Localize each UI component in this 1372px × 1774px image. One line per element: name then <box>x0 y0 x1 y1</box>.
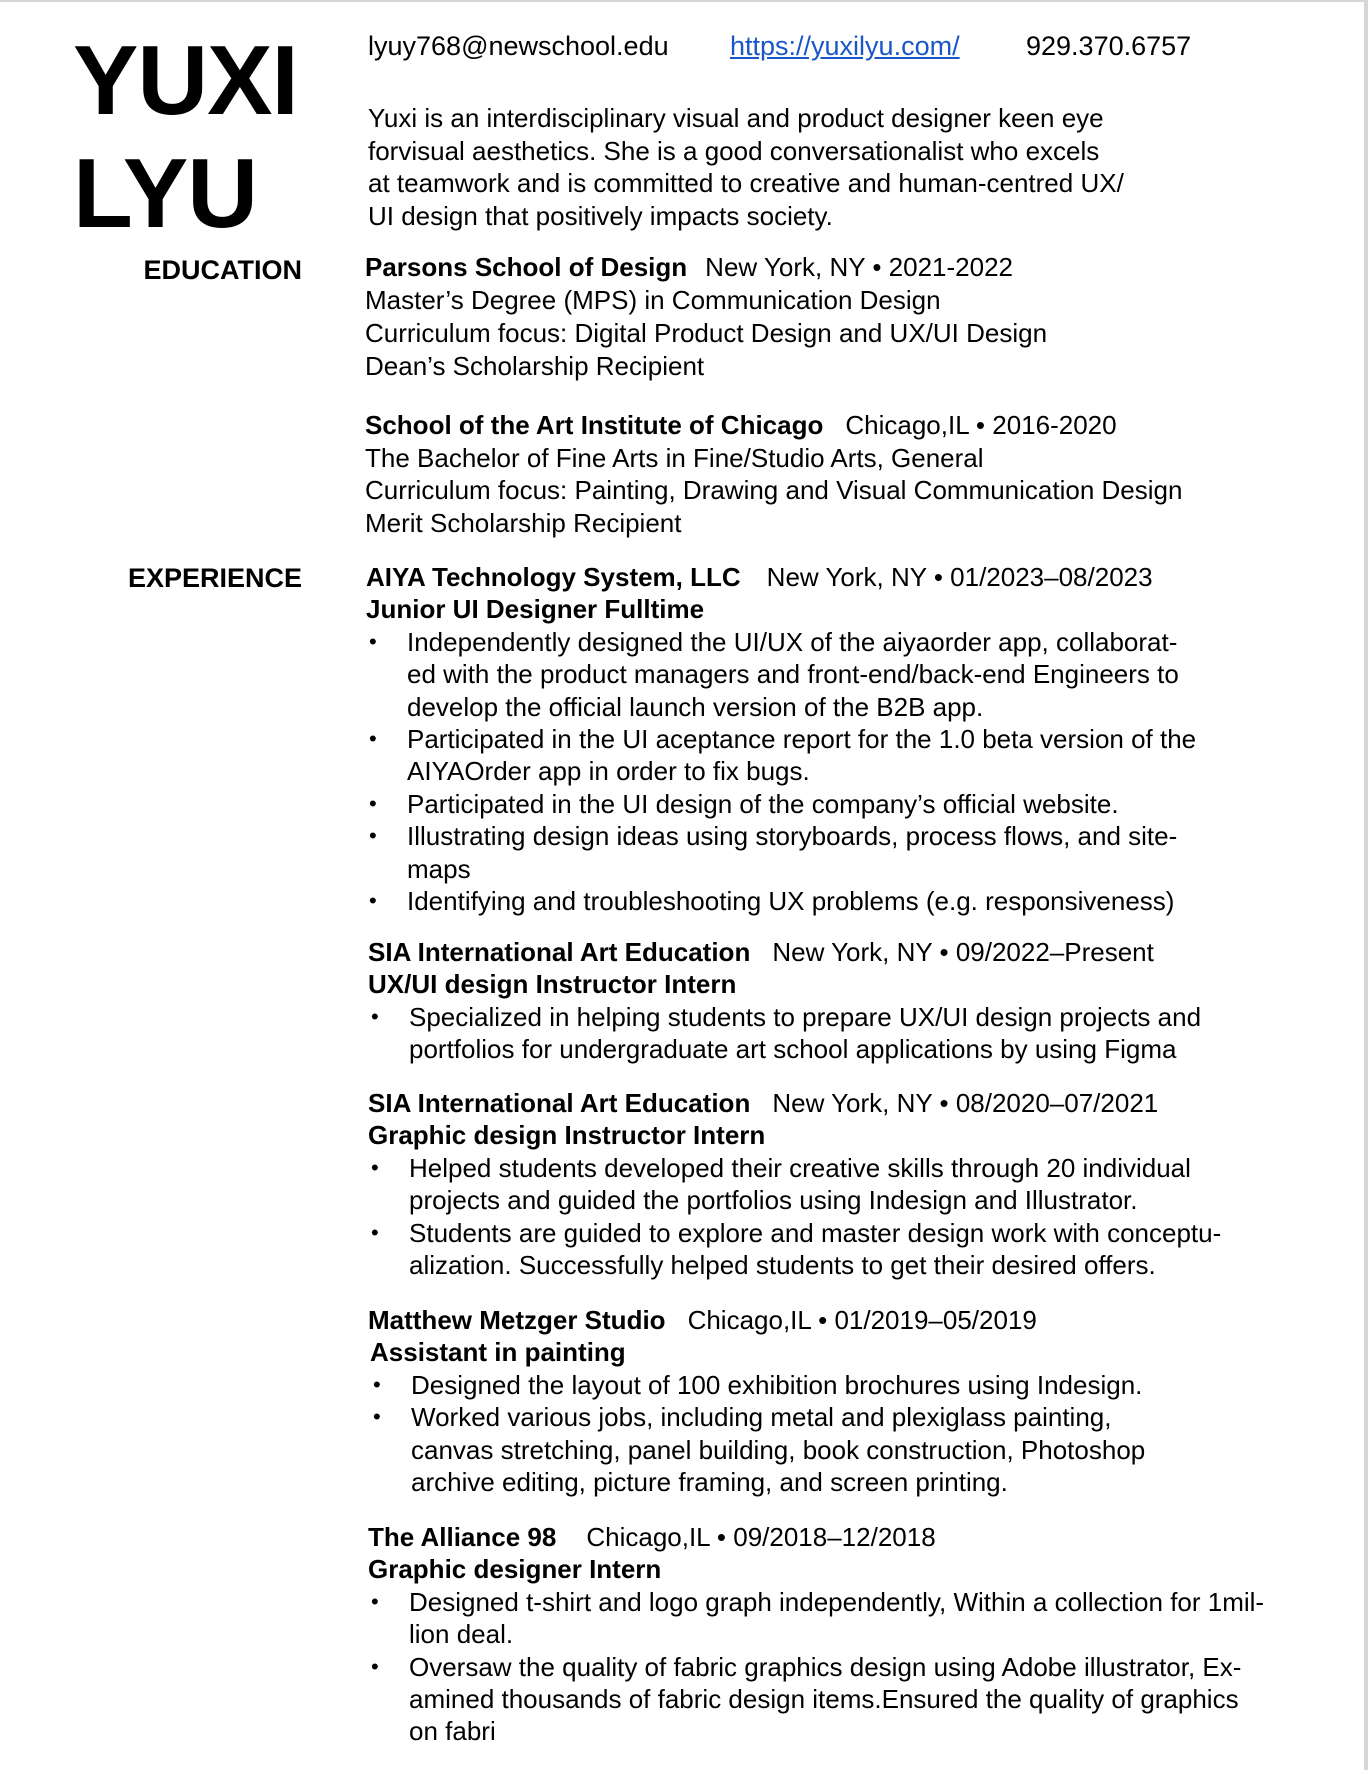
bullet-list <box>366 626 1246 918</box>
bullet-line: maps <box>407 853 471 884</box>
experience-entry <box>368 1087 1248 1281</box>
education-entry <box>365 251 1285 383</box>
bullet-line: projects and guided the portfolios using Indesign and Illustrator. <box>409 1185 1138 1216</box>
job-role: Assistant in painting <box>370 1337 626 1368</box>
education-detail: Dean’s Scholarship Recipient <box>365 351 705 381</box>
bullet-line: • Specialized in helping students to prepare UX/UI design projects and <box>409 1001 1202 1032</box>
summary-line: UI design that positively impacts society. <box>368 200 833 231</box>
education-detail: The Bachelor of Fine Arts in Fine/Studio Arts, General <box>365 442 984 473</box>
company-name: The Alliance 98 <box>368 1522 557 1552</box>
bullet-line: portfolios for undergraduate art school applications by using Figma <box>409 1034 1177 1065</box>
bullet-item <box>366 626 1246 723</box>
education-detail: Master’s Degree (MPS) in Communication Design <box>365 285 941 315</box>
bullet-line: • Designed t-shirt and logo graph independently, Within a collection for 1mil- <box>409 1586 1265 1617</box>
bullet-item <box>366 788 1246 820</box>
job-meta: New York, NY • 01/2023–08/2023 <box>766 562 1153 592</box>
bullet-line: • Identifying and troubleshooting UX problems (e.g. responsiveness) <box>407 886 1175 917</box>
bullet-item <box>368 1152 1248 1217</box>
bullet-line: on fabri <box>409 1716 496 1747</box>
experience-heading: EXPERIENCE <box>127 563 302 593</box>
bullet-list <box>368 1152 1248 1282</box>
bullet-line: • Participated in the UI aceptance report for the 1.0 beta version of the <box>407 724 1197 755</box>
company-name: SIA International Art Education <box>368 937 751 967</box>
bullet-item <box>368 1651 1308 1748</box>
bullet-line: ed with the product managers and front-end/back-end Engineers to <box>407 659 1179 690</box>
bullet-item <box>366 723 1246 788</box>
education-detail: Curriculum focus: Digital Product Design and UX/UI Design <box>365 318 1048 348</box>
job-role: UX/UI design Instructor Intern <box>368 969 737 1000</box>
bullet-list <box>368 1001 1248 1066</box>
summary-line: forvisual aesthetics. She is a good conversationalist who excels <box>368 135 1100 166</box>
education-detail: Merit Scholarship Recipient <box>365 507 682 538</box>
bullet-line: canvas stretching, panel building, book construction, Photoshop <box>411 1434 1146 1465</box>
school-name: Parsons School of Design <box>365 252 688 282</box>
education-entry <box>365 409 1285 539</box>
bullet-line: • Oversaw the quality of fabric graphics design using Adobe illustrator, Ex- <box>409 1651 1242 1682</box>
education-heading: EDUCATION <box>143 255 302 285</box>
experience-entry <box>368 1521 1308 1748</box>
bullet-line: archive editing, picture framing, and screen printing. <box>411 1467 1008 1498</box>
summary-line: Yuxi is an interdisciplinary visual and product designer keen eye <box>368 103 1104 133</box>
bullet-line: • Worked various jobs, including metal and plexiglass painting, <box>411 1402 1112 1433</box>
experience-entry <box>366 561 1246 917</box>
company-name: Matthew Metzger Studio <box>368 1305 666 1335</box>
school-meta: Chicago,IL • 2016-2020 <box>845 410 1117 440</box>
school-meta: New York, NY • 2021-2022 <box>705 252 1013 282</box>
bullet-item <box>368 1217 1248 1282</box>
website-link[interactable]: https://yuxilyu.com/ <box>730 31 960 61</box>
bullet-line: • Participated in the UI design of the company’s official website. <box>407 788 1119 819</box>
contact-email: lyuy768@newschool.edu <box>368 31 669 61</box>
bullet-list <box>368 1586 1308 1748</box>
name-line-first: YUXI <box>73 25 298 135</box>
name-line-last: LYU <box>73 138 258 248</box>
bullet-item <box>366 820 1246 885</box>
job-meta: Chicago,IL • 09/2018–12/2018 <box>586 1522 936 1552</box>
job-role: Graphic designer Intern <box>368 1554 662 1585</box>
summary <box>368 102 1168 232</box>
bullet-line: • Students are guided to explore and master design work with conceptu- <box>409 1217 1222 1248</box>
bullet-line: alization. Successfully helped students to get their desired offers. <box>409 1250 1156 1281</box>
bullet-line: AIYAOrder app in order to fix bugs. <box>407 756 810 787</box>
bullet-item <box>368 1586 1308 1651</box>
education-detail: Curriculum focus: Painting, Drawing and Visual Communication Design <box>365 475 1183 505</box>
job-meta: New York, NY • 08/2020–07/2021 <box>772 1088 1159 1118</box>
job-role: Graphic design Instructor Intern <box>368 1120 766 1151</box>
bullet-item <box>370 1401 1248 1498</box>
company-name: SIA International Art Education <box>368 1088 751 1118</box>
experience-entry <box>368 936 1248 1066</box>
bullet-line: amined thousands of fabric design items.Ensured the quality of graphics <box>409 1684 1239 1715</box>
contact-phone: 929.370.6757 <box>1026 31 1192 61</box>
bullet-line: develop the official launch version of the B2B app. <box>407 691 984 722</box>
job-role: Junior UI Designer Fulltime <box>366 594 705 625</box>
job-meta: New York, NY • 09/2022–Present <box>772 937 1154 967</box>
resume-name <box>73 24 298 250</box>
bullet-item <box>368 1001 1248 1066</box>
bullet-line: • Independently designed the UI/UX of the aiyaorder app, collaborat- <box>407 626 1178 657</box>
bullet-line: • Illustrating design ideas using storyboards, process flows, and site- <box>407 821 1178 852</box>
bullet-line: • Helped students developed their creative skills through 20 individual <box>409 1152 1191 1183</box>
bullet-line: lion deal. <box>409 1619 514 1650</box>
bullet-list <box>368 1369 1248 1499</box>
school-name: School of the Art Institute of Chicago <box>365 410 824 440</box>
bullet-item <box>366 885 1246 917</box>
bullet-item <box>370 1369 1248 1401</box>
experience-entry <box>368 1304 1248 1498</box>
bullet-line: • Designed the layout of 100 exhibition brochures using Indesign. <box>411 1369 1143 1400</box>
company-name: AIYA Technology System, LLC <box>366 562 741 592</box>
job-meta: Chicago,IL • 01/2019–05/2019 <box>687 1305 1037 1335</box>
summary-line: at teamwork and is committed to creative and human-centred UX/ <box>368 168 1124 198</box>
